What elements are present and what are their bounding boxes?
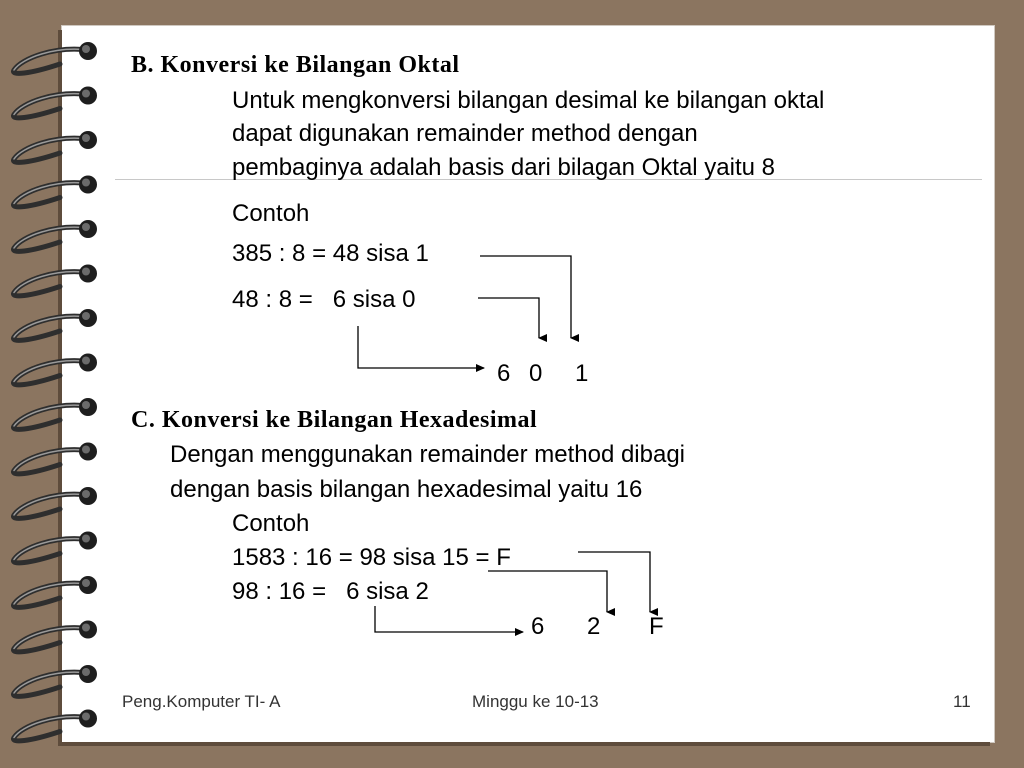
spiral-ring (13, 87, 97, 118)
section-c-result-digit: F (649, 613, 664, 640)
spiral-ring (13, 487, 97, 518)
section-c-result-digit: 6 (531, 613, 545, 640)
section-c-result-digit: 2 (587, 613, 601, 640)
section-b-step-2: 48 : 8 = 6 sisa 0 (232, 286, 416, 313)
spiral-ring (13, 309, 97, 340)
section-c-paragraph-line-2: dengan basis bilangan hexadesimal yaitu 16 (170, 476, 643, 503)
section-c-step-2: 98 : 16 = 6 sisa 2 (232, 578, 429, 605)
footer-course: Peng.Komputer TI- A (122, 692, 281, 711)
section-b-example-label: Contoh (232, 200, 310, 227)
spiral-binding (0, 0, 120, 768)
section-b-result-digit: 6 (497, 360, 511, 387)
section-c-step-1: 1583 : 16 = 98 sisa 15 = F (232, 544, 511, 571)
spiral-ring (13, 443, 97, 474)
footer-week: Minggu ke 10-13 (472, 692, 599, 711)
section-c-example-label: Contoh (232, 510, 310, 537)
spiral-ring (13, 220, 97, 251)
spiral-ring (13, 131, 97, 162)
spiral-ring (13, 532, 97, 563)
spiral-ring (13, 710, 97, 741)
spiral-ring (13, 176, 97, 207)
spiral-ring (13, 665, 97, 696)
section-c-paragraph-line-1: Dengan menggunakan remainder method dibagi (170, 441, 686, 468)
spiral-ring (13, 354, 97, 385)
spiral-ring (13, 398, 97, 429)
spiral-ring (13, 42, 97, 73)
spiral-ring (13, 576, 97, 607)
section-b-step-1: 385 : 8 = 48 sisa 1 (232, 240, 429, 267)
section-b-heading: B. Konversi ke Bilangan Oktal (131, 52, 460, 78)
section-b-paragraph-line-3: pembaginya adalah basis dari bilagan Oktal yaitu 8 (232, 154, 776, 181)
section-c-heading: C. Konversi ke Bilangan Hexadesimal (131, 407, 538, 433)
spiral-ring (13, 621, 97, 652)
section-b-paragraph-line-1: Untuk mengkonversi bilangan desimal ke bilangan oktal (232, 87, 825, 114)
section-b-result-digit: 1 (575, 360, 589, 387)
page-number: 11 (953, 692, 971, 711)
spiral-ring (13, 265, 97, 296)
section-b-result-digit: 0 (529, 360, 543, 387)
section-b-paragraph-line-2: dapat digunakan remainder method dengan (232, 120, 698, 147)
